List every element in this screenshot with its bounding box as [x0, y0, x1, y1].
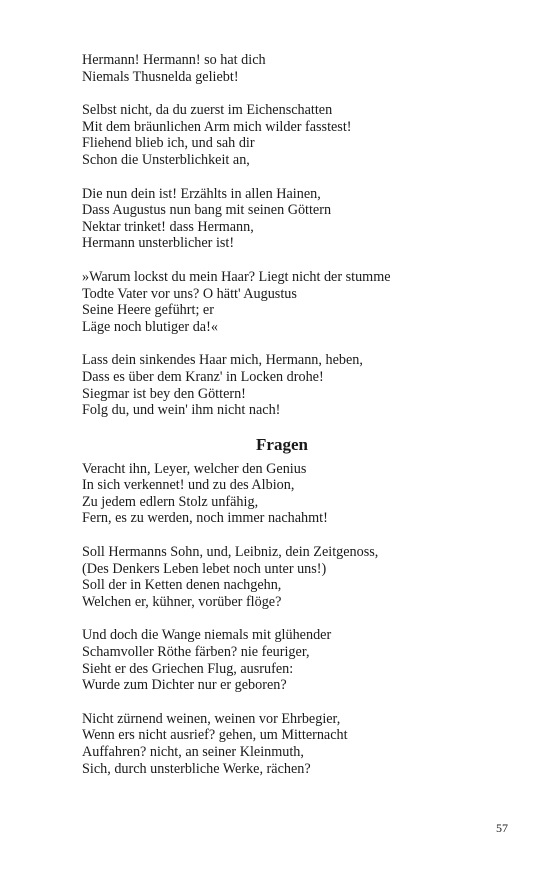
verse-line: Läge noch blutiger da!«: [82, 318, 218, 335]
verse-line: Welchen er, kühner, vorüber flöge?: [82, 593, 282, 610]
stanza: [82, 352, 482, 418]
stanza: [82, 544, 482, 610]
verse-line: Wenn ers nicht ausrief? gehen, um Mitternacht: [82, 727, 348, 744]
verse-line: Siegmar ist bey den Göttern!: [82, 385, 246, 402]
page-number: 57: [496, 821, 508, 835]
verse-line: Mit dem bräunlichen Arm mich wilder fasstest!: [82, 118, 352, 135]
poem-fragen: [82, 461, 482, 778]
verse-line: Die nun dein ist! Erzählts in allen Hainen,: [82, 185, 321, 202]
verse-line: Zu jedem edlern Stolz unfähig,: [82, 493, 259, 510]
verse-line: Schamvoller Röthe färben? nie feuriger,: [82, 644, 310, 661]
verse-line: Niemals Thusnelda geliebt!: [82, 68, 239, 85]
page-content: [82, 52, 482, 794]
verse-line: Soll Hermanns Sohn, und, Leibniz, dein Zeitgenoss,: [82, 544, 379, 561]
verse-line: Hermann! Hermann! so hat dich: [82, 52, 266, 68]
verse-line: Dass es über dem Kranz' in Locken drohe!: [82, 368, 324, 385]
verse-line: Auffahren? nicht, an seiner Kleinmuth,: [82, 744, 304, 760]
verse-line: Veracht ihn, Leyer, welcher den Genius: [82, 460, 307, 477]
verse-line: Wurde zum Dichter nur er geboren?: [82, 677, 287, 694]
verse-line: Nektar trinket! dass Hermann,: [82, 218, 254, 235]
verse-line: (Des Denkers Leben lebet noch unter uns!): [82, 560, 327, 577]
poem-title: Fragen: [256, 434, 308, 454]
verse-line: Folg du, und wein' ihm nicht nach!: [82, 402, 281, 419]
poem-hermann-thusnelda: [82, 52, 482, 419]
verse-line: Fern, es zu werden, noch immer nachahmt!: [82, 510, 328, 527]
stanza: [82, 269, 482, 335]
verse-line: Nicht zürnend weinen, weinen vor Ehrbegier,: [82, 710, 341, 727]
verse-line: »Warum lockst du mein Haar? Liegt nicht der stumme: [82, 268, 391, 285]
verse-line: Sieht er des Griechen Flug, ausrufen:: [82, 660, 294, 677]
verse-line: Sich, durch unsterbliche Werke, rächen?: [82, 760, 311, 777]
verse-line: Lass dein sinkendes Haar mich, Hermann, heben,: [82, 352, 363, 369]
verse-line: Schon die Unsterblichkeit an,: [82, 151, 250, 168]
verse-line: Und doch die Wange niemals mit glühender: [82, 627, 332, 644]
verse-line: Soll der in Ketten denen nachgehn,: [82, 577, 282, 594]
stanza: [82, 102, 482, 168]
verse-line: Fliehend blieb ich, und sah dir: [82, 135, 255, 152]
stanza: [82, 711, 482, 777]
verse-line: Todte Vater vor uns? O hätt' Augustus: [82, 285, 297, 302]
verse-line: Selbst nicht, da du zuerst im Eichenschatten: [82, 102, 333, 119]
verse-line: Dass Augustus nun bang mit seinen Göttern: [82, 202, 332, 219]
verse-line: In sich verkennet! und zu des Albion,: [82, 477, 295, 494]
verse-line: Hermann unsterblicher ist!: [82, 235, 235, 252]
stanza: [82, 627, 482, 693]
verse-line: Seine Heere geführt; er: [82, 302, 214, 319]
stanza: [82, 461, 482, 527]
stanza: [82, 52, 482, 85]
stanza: [82, 186, 482, 252]
